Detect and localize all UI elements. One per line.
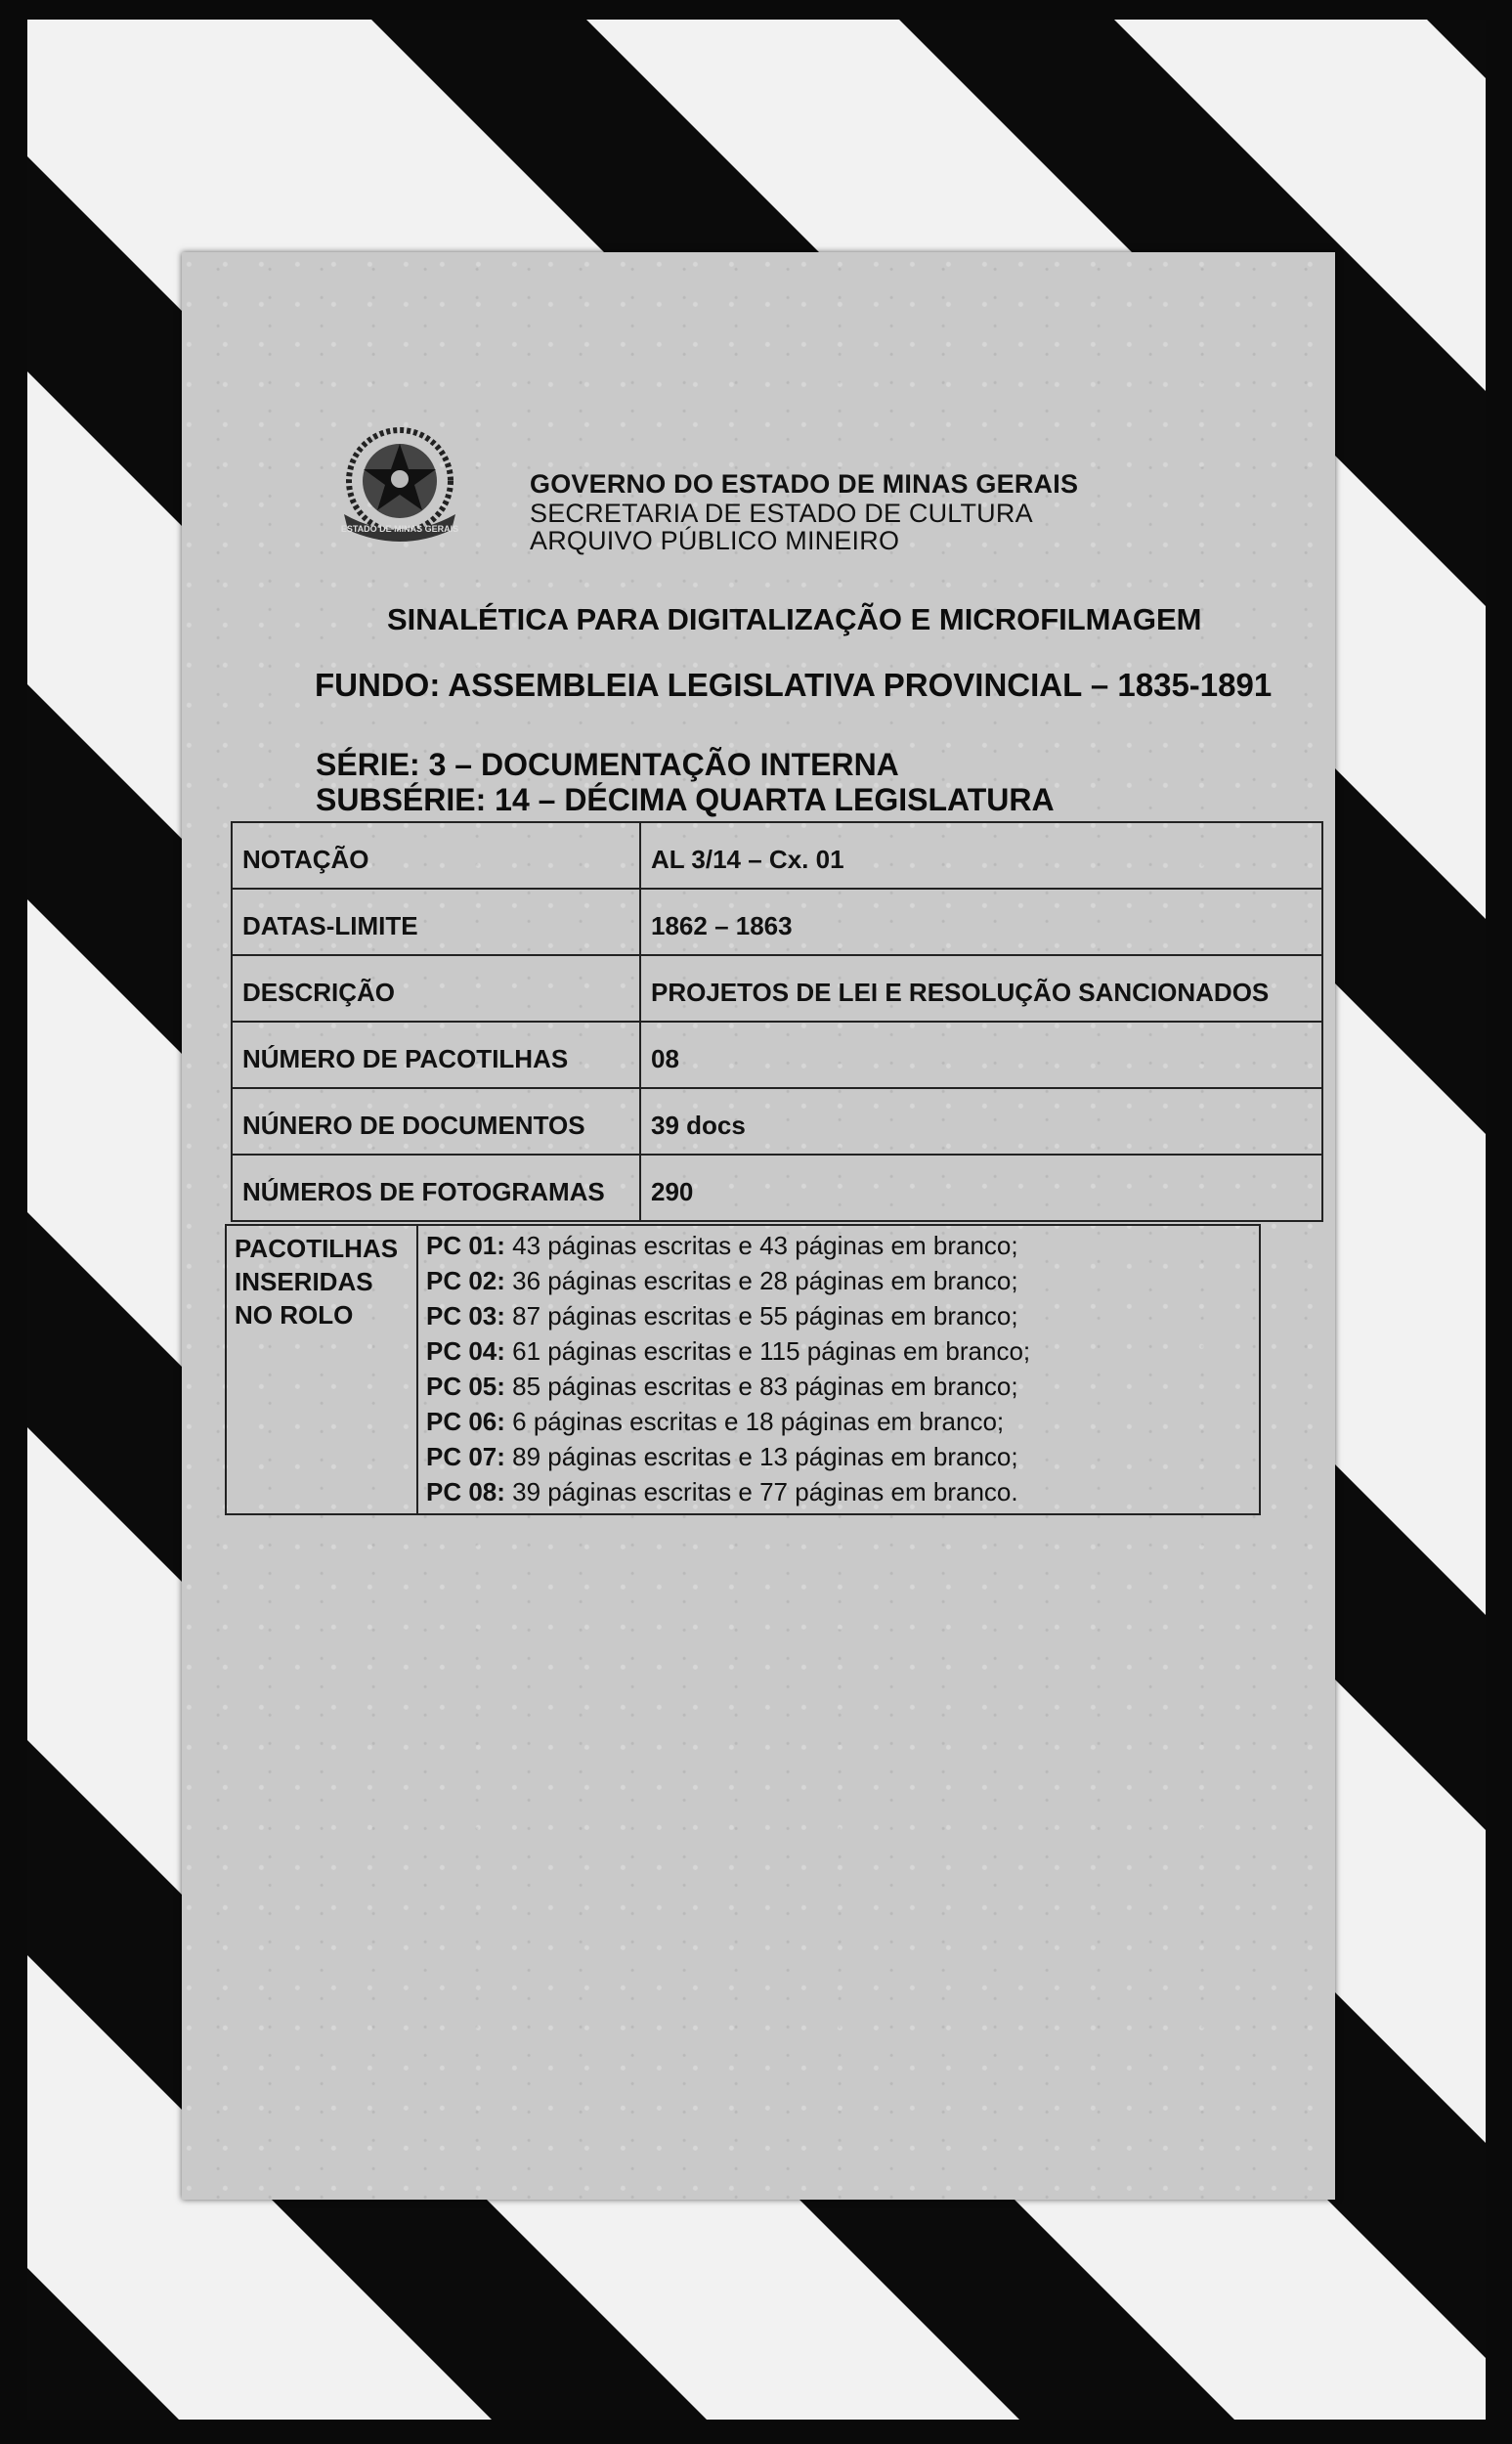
- subserie-line: SUBSÉRIE: 14 – DÉCIMA QUARTA LEGISLATURA: [316, 782, 1055, 817]
- row-value-datas-limite: 1862 – 1863: [640, 889, 1322, 955]
- pc-text: 6 páginas escritas e 18 páginas em branco;: [512, 1407, 1005, 1436]
- document-sheet: [182, 252, 1335, 2200]
- state-coat-of-arms-seal: [326, 420, 473, 549]
- table-row: [232, 822, 1322, 889]
- row-value-documentos: 39 docs: [640, 1088, 1322, 1155]
- pacotilhas-label: PACOTILHAS INSERIDAS NO ROLO: [226, 1225, 417, 1514]
- pc-text: 87 páginas escritas e 55 páginas em branco;: [512, 1301, 1018, 1331]
- pc-code: PC 03:: [426, 1301, 505, 1331]
- pc-text: 61 páginas escritas e 115 páginas em branco;: [512, 1336, 1031, 1366]
- info-table: [231, 821, 1323, 1222]
- list-item: [426, 1228, 1253, 1263]
- table-row: [226, 1225, 1260, 1514]
- table-row: [232, 1155, 1322, 1221]
- fundo-value: ASSEMBLEIA LEGISLATIVA PROVINCIAL –: [448, 667, 1109, 703]
- pc-code: PC 02:: [426, 1266, 505, 1295]
- pc-code: PC 01:: [426, 1231, 505, 1260]
- row-label-datas-limite: DATAS-LIMITE: [232, 889, 640, 955]
- row-label-descricao: DESCRIÇÃO: [232, 955, 640, 1022]
- row-label-documentos: NÚNERO DE DOCUMENTOS: [232, 1088, 640, 1155]
- archive-name: ARQUIVO PÚBLICO MINEIRO: [530, 526, 900, 555]
- row-label-fotogramas: NÚMEROS DE FOTOGRAMAS: [232, 1155, 640, 1221]
- pc-code: PC 07:: [426, 1442, 505, 1471]
- fundo-years: 1835-1891: [1117, 667, 1273, 703]
- svg-text:ESTADO DE MINAS GERAIS: ESTADO DE MINAS GERAIS: [340, 524, 459, 534]
- pc-text: 85 páginas escritas e 83 páginas em branco;: [512, 1372, 1018, 1401]
- table-row: [232, 1022, 1322, 1088]
- pc-text: 43 páginas escritas e 43 páginas em branco;: [512, 1231, 1018, 1260]
- list-item: [426, 1439, 1253, 1474]
- pacotilhas-list: [417, 1225, 1260, 1514]
- pc-text: 36 páginas escritas e 28 páginas em branco;: [512, 1266, 1018, 1295]
- table-row: [232, 1088, 1322, 1155]
- pc-code: PC 04:: [426, 1336, 505, 1366]
- pacotilhas-table: [225, 1224, 1261, 1515]
- page-title: SINALÉTICA PARA DIGITALIZAÇÃO E MICROFILMAGEM: [387, 602, 1202, 636]
- pc-text: 39 páginas escritas e 77 páginas em branco.: [512, 1477, 1018, 1506]
- list-item: [426, 1263, 1253, 1298]
- fundo-label: FUNDO:: [315, 667, 441, 703]
- row-value-pacotilhas: 08: [640, 1022, 1322, 1088]
- government-name: GOVERNO DO ESTADO DE MINAS GERAIS: [530, 469, 1079, 499]
- row-value-fotogramas: 290: [640, 1155, 1322, 1221]
- list-item: [426, 1369, 1253, 1404]
- row-value-notacao: AL 3/14 – Cx. 01: [640, 822, 1322, 889]
- list-item: [426, 1404, 1253, 1439]
- serie-line: SÉRIE: 3 – DOCUMENTAÇÃO INTERNA: [316, 747, 899, 782]
- list-item: [426, 1474, 1253, 1509]
- table-row: [232, 955, 1322, 1022]
- fundo-line: [315, 667, 1272, 704]
- pc-code: PC 08:: [426, 1477, 505, 1506]
- row-label-notacao: NOTAÇÃO: [232, 822, 640, 889]
- pc-text: 89 páginas escritas e 13 páginas em branco;: [512, 1442, 1018, 1471]
- list-item: [426, 1333, 1253, 1369]
- row-value-descricao: PROJETOS DE LEI E RESOLUÇÃO SANCIONADOS: [640, 955, 1322, 1022]
- pc-code: PC 05:: [426, 1372, 505, 1401]
- row-label-pacotilhas: NÚMERO DE PACOTILHAS: [232, 1022, 640, 1088]
- list-item: [426, 1298, 1253, 1333]
- pc-code: PC 06:: [426, 1407, 505, 1436]
- secretariat-name: SECRETARIA DE ESTADO DE CULTURA: [530, 499, 1033, 528]
- table-row: [232, 889, 1322, 955]
